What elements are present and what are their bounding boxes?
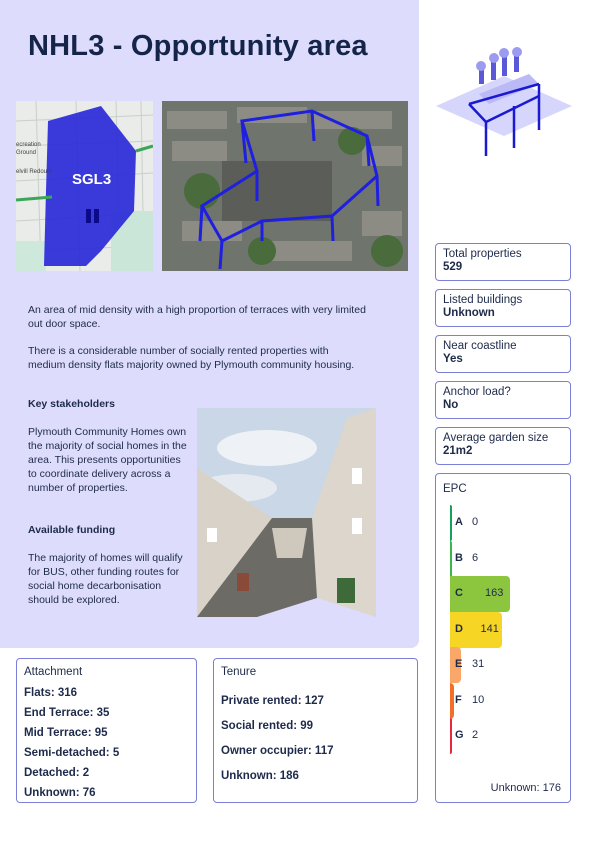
stat-value: 21m2 — [443, 445, 473, 457]
stat-average-garden-size — [435, 427, 571, 465]
funding-heading: Available funding — [28, 524, 116, 536]
epc-value-d: 141 — [480, 622, 499, 635]
stat-label: Listed buildings — [443, 294, 523, 306]
tenure-row: Owner occupier: 117 — [221, 745, 334, 757]
epc-title: EPC — [443, 483, 467, 495]
epc-bar-g — [450, 718, 452, 754]
epc-letter-d: D — [455, 622, 463, 635]
street-photo — [197, 408, 376, 617]
map-place-label: Ground — [16, 150, 37, 156]
intro-paragraph-1: An area of mid density with a high proportion of terraces with very limited out door space. — [28, 304, 366, 330]
tenure-panel — [213, 658, 418, 803]
stakeholders-body: Plymouth Community Homes own the majority of social homes in the area. This presents opportunities to coordinate delivery across a number of properties. — [28, 426, 187, 494]
epc-letter-a: A — [455, 516, 463, 528]
epc-bar-f — [450, 683, 454, 719]
epc-value-a: 0 — [472, 516, 479, 528]
epc-value-e: 31 — [472, 658, 485, 670]
stat-label: Anchor load? — [443, 386, 511, 398]
epc-letter-c: C — [455, 587, 463, 599]
funding-body: The majority of homes will qualify for BUS, other funding routes for social home decarbonisation should be explored. — [28, 552, 183, 606]
epc-value-f: 10 — [472, 693, 485, 706]
isometric-buildings-icon — [434, 44, 574, 160]
stat-label: Total properties — [443, 248, 522, 260]
map-area-label: SGL3 — [72, 171, 112, 188]
attachment-row: Detached: 2 — [24, 767, 90, 779]
epc-letter-b: B — [455, 551, 463, 564]
epc-unknown: Unknown: 176 — [490, 782, 561, 794]
stat-value: 529 — [443, 261, 463, 273]
stat-listed-buildings — [435, 289, 571, 327]
attachment-row: End Terrace: 35 — [24, 707, 110, 719]
stat-near-coastline — [435, 335, 571, 373]
tenure-row: Social rented: 99 — [221, 720, 314, 732]
stat-value: No — [443, 399, 459, 411]
attachment-row: Semi-detached: 5 — [24, 747, 120, 759]
epc-bar-b — [450, 541, 452, 577]
intro-paragraph-2: There is a considerable number of socially rented properties with medium density flats majority owned by Plymouth community housing. — [28, 345, 355, 371]
epc-chart — [435, 473, 571, 803]
epc-letter-g: G — [455, 729, 464, 741]
stat-anchor-load — [435, 381, 571, 419]
epc-value-c: 163 — [485, 587, 504, 599]
attachment-row: Mid Terrace: 95 — [24, 727, 108, 739]
stat-label: Average garden size — [443, 432, 549, 444]
epc-bar-a — [450, 505, 452, 541]
epc-letter-e: E — [455, 658, 463, 670]
map-place-label: elvill Redoubt — [16, 169, 53, 175]
tenure-row: Unknown: 186 — [221, 770, 299, 782]
attachment-title: Attachment — [24, 666, 83, 678]
page-title: NHL3 - Opportunity area — [28, 30, 368, 62]
attachment-row: Unknown: 76 — [24, 787, 96, 799]
epc-value-g: 2 — [472, 729, 479, 741]
stakeholders-heading: Key stakeholders — [28, 398, 115, 410]
attachment-panel — [16, 658, 197, 803]
area-map-image — [16, 101, 153, 271]
tenure-title: Tenure — [221, 666, 257, 678]
stat-label: Near coastline — [443, 340, 517, 352]
stat-value: Unknown — [443, 307, 495, 319]
aerial-photo — [162, 101, 408, 271]
map-place-label: ecreation — [16, 142, 41, 148]
epc-letter-f: F — [455, 693, 462, 706]
stat-total-properties — [435, 243, 571, 281]
epc-value-b: 6 — [472, 551, 479, 564]
attachment-row: Flats: 316 — [24, 687, 78, 699]
tenure-row: Private rented: 127 — [221, 695, 324, 707]
stat-value: Yes — [443, 353, 463, 365]
